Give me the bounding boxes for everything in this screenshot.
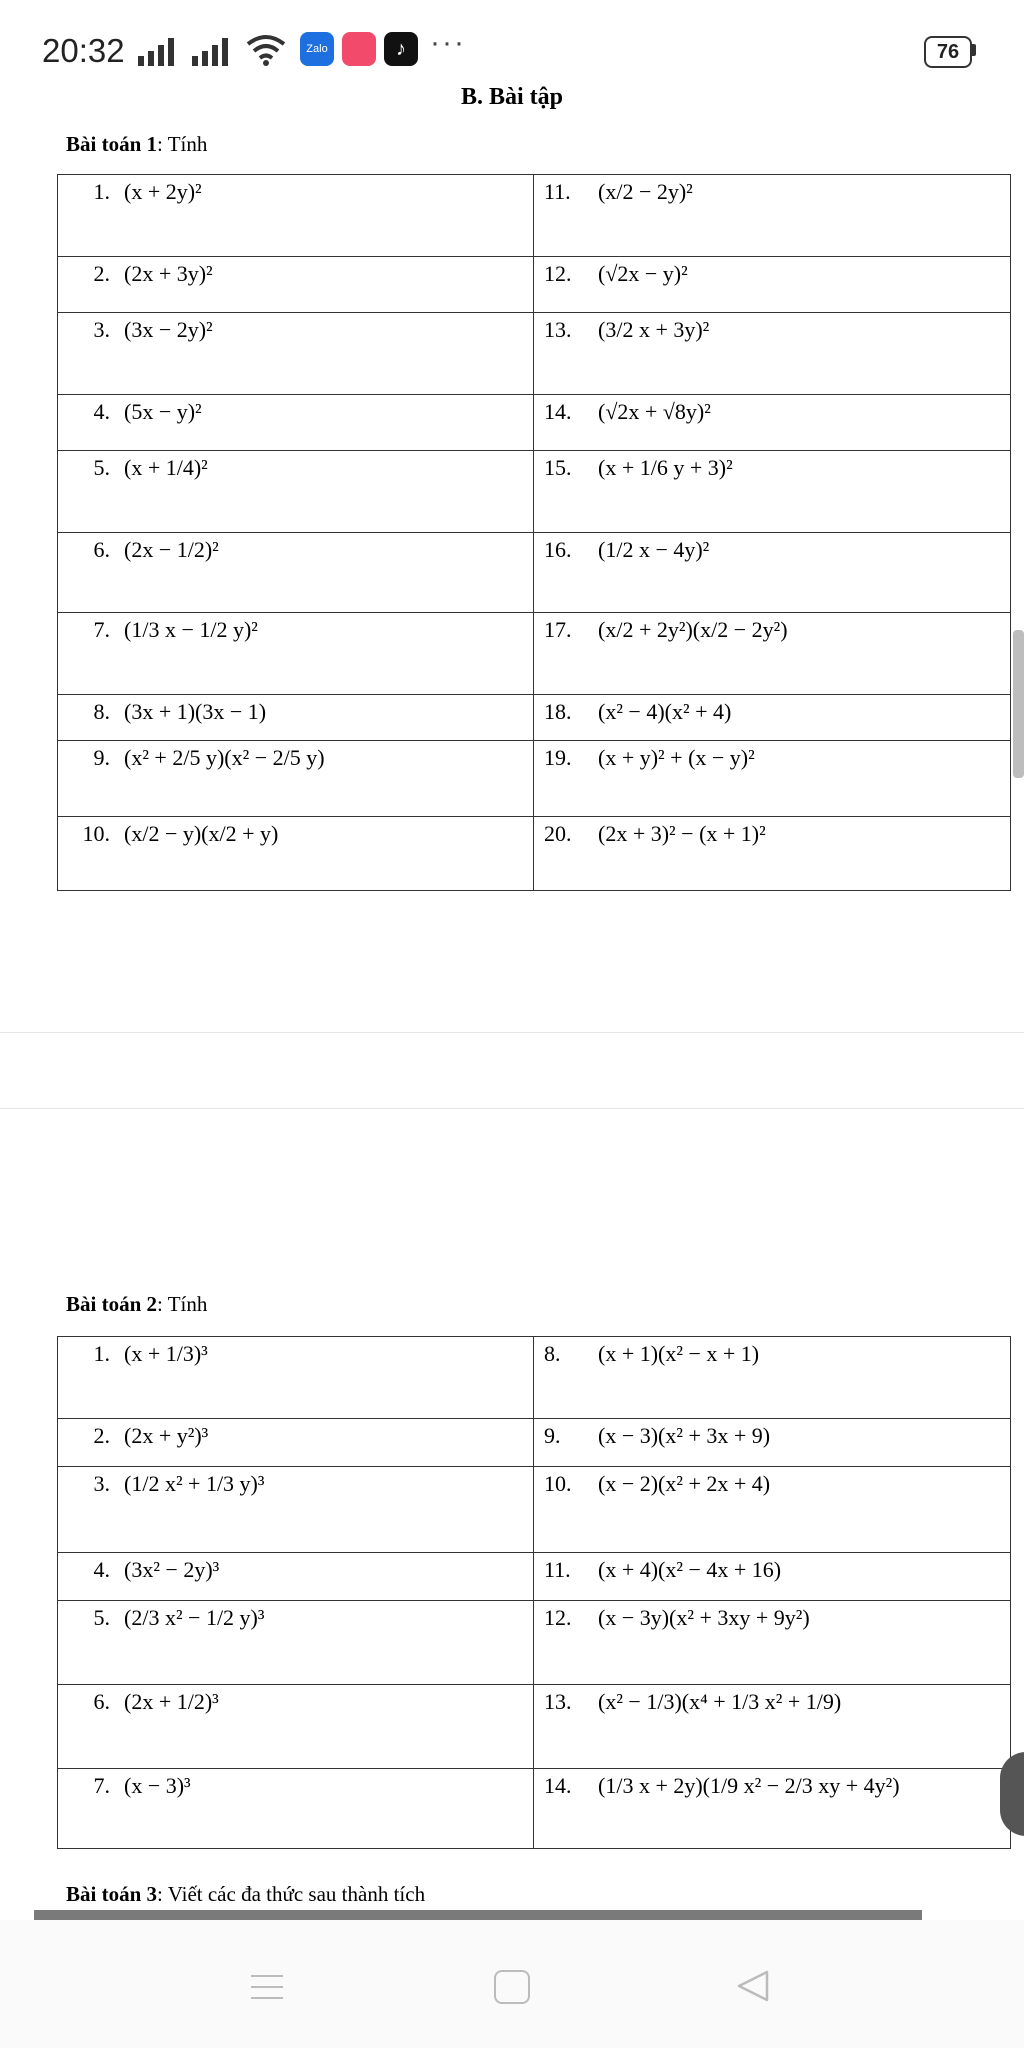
exercise-expression: (x − 2)(x² + 2x + 4) (598, 1471, 771, 1496)
table-row (58, 1685, 1011, 1769)
exercise-cell (534, 313, 1011, 395)
exercise-number: 19. (544, 745, 572, 770)
exercise-expression: (√2x + √8y)² (598, 399, 711, 424)
exercise-number: 16. (544, 537, 572, 562)
tiktok-icon: ♪ (384, 32, 418, 66)
exercise-expression: (2x − 1/2)² (124, 537, 219, 562)
exercise-number: 7. (93, 1773, 110, 1798)
exercise-expression: (x − 3y)(x² + 3xy + 9y²) (598, 1605, 810, 1630)
table-row (58, 1769, 1011, 1849)
battery-icon: 76 (924, 36, 972, 68)
page-divider-2 (0, 1108, 1024, 1109)
table-row (58, 451, 1011, 533)
exercise-cell (534, 175, 1011, 257)
exercise-cell (534, 395, 1011, 451)
exercise-expression: (x + 1/4)² (124, 455, 208, 480)
exercise-number: 9. (93, 745, 110, 770)
exercise-cell (534, 695, 1011, 741)
exercise-number: 8. (93, 699, 110, 724)
exercise-number: 7. (93, 617, 110, 642)
exercise-cell (534, 1601, 1011, 1685)
table-row (58, 395, 1011, 451)
exercise-number: 13. (544, 317, 572, 342)
exercise-number: 4. (93, 1557, 110, 1582)
problem3-label: Bài toán 3 (66, 1882, 158, 1906)
exercise-number: 12. (544, 1605, 572, 1630)
exercise-expression: (2x + 3y)² (124, 261, 213, 286)
problem2-task: : Tính (157, 1292, 208, 1316)
app-pink-icon (342, 32, 376, 66)
status-time: 20:32 (42, 32, 125, 69)
exercise-expression: (x/2 − y)(x/2 + y) (124, 821, 279, 846)
exercise-number: 12. (544, 261, 572, 286)
exercise-expression: (2x + 3)² − (x + 1)² (598, 821, 766, 846)
exercise-cell (58, 1769, 534, 1849)
exercise-expression: (x² − 1/3)(x⁴ + 1/3 x² + 1/9) (598, 1689, 842, 1714)
wifi-icon (246, 34, 286, 66)
exercise-cell (58, 1419, 534, 1467)
edge-handle[interactable] (1000, 1752, 1024, 1836)
problem2-table (57, 1336, 1011, 1849)
home-button[interactable] (494, 1970, 530, 2004)
exercise-cell (534, 257, 1011, 313)
exercise-cell (534, 1685, 1011, 1769)
exercise-cell (58, 741, 534, 817)
exercise-number: 6. (93, 537, 110, 562)
exercise-number: 17. (544, 617, 572, 642)
exercise-cell (58, 451, 534, 533)
signal-icon-2 (192, 38, 244, 66)
exercise-number: 14. (544, 1773, 572, 1798)
recent-apps-button[interactable] (251, 1975, 283, 1999)
exercise-expression: (1/2 x² + 1/3 y)³ (124, 1471, 265, 1496)
exercise-number: 4. (93, 399, 110, 424)
exercise-number: 20. (544, 821, 572, 846)
exercise-cell (58, 533, 534, 613)
table-row (58, 1419, 1011, 1467)
exercise-number: 9. (544, 1423, 561, 1448)
problem1-task: : Tính (157, 132, 208, 156)
exercise-expression: (5x − y)² (124, 399, 202, 424)
exercise-number: 2. (93, 1423, 110, 1448)
more-notifications-icon: ··· (430, 26, 466, 59)
exercise-expression: (2x + y²)³ (124, 1423, 209, 1448)
exercise-expression: (3x² − 2y)³ (124, 1557, 220, 1582)
exercise-number: 10. (544, 1471, 572, 1496)
exercise-expression: (x + 1/3)³ (124, 1341, 208, 1366)
exercise-cell (534, 451, 1011, 533)
exercise-cell (534, 1769, 1011, 1849)
scrollbar[interactable] (1013, 630, 1024, 778)
page-progress-bar (34, 1910, 922, 1920)
exercise-expression: (2/3 x² − 1/2 y)³ (124, 1605, 265, 1630)
exercise-expression: (x/2 − 2y)² (598, 179, 693, 204)
exercise-number: 14. (544, 399, 572, 424)
exercise-number: 5. (93, 455, 110, 480)
exercise-expression: (1/3 x − 1/2 y)² (124, 617, 258, 642)
table-row (58, 613, 1011, 695)
page-divider (0, 1032, 1024, 1033)
exercise-expression: (x − 3)(x² + 3x + 9) (598, 1423, 771, 1448)
table-row (58, 533, 1011, 613)
table-row (58, 817, 1011, 891)
exercise-cell (58, 1337, 534, 1419)
exercise-cell (58, 1685, 534, 1769)
exercise-expression: (x/2 + 2y²)(x/2 − 2y²) (598, 617, 788, 642)
exercise-cell (534, 613, 1011, 695)
exercise-cell (58, 1467, 534, 1553)
exercise-expression: (x + y)² + (x − y)² (598, 745, 755, 770)
exercise-expression: (x² + 2/5 y)(x² − 2/5 y) (124, 745, 325, 770)
exercise-expression: (3x − 2y)² (124, 317, 213, 342)
exercise-expression: (x + 2y)² (124, 179, 202, 204)
exercise-expression: (√2x − y)² (598, 261, 688, 286)
exercise-number: 1. (93, 1341, 110, 1366)
exercise-number: 11. (544, 179, 571, 204)
signal-icon (138, 38, 190, 66)
problem1-title (66, 132, 207, 157)
exercise-number: 3. (93, 1471, 110, 1496)
exercise-cell (534, 817, 1011, 891)
table-row (58, 1337, 1011, 1419)
exercise-cell (534, 533, 1011, 613)
exercise-cell (534, 741, 1011, 817)
exercise-cell (58, 1601, 534, 1685)
exercise-cell (534, 1467, 1011, 1553)
table-row (58, 175, 1011, 257)
exercise-cell (58, 175, 534, 257)
exercise-cell (534, 1419, 1011, 1467)
exercise-number: 1. (93, 179, 110, 204)
exercise-cell (58, 395, 534, 451)
table-row (58, 1553, 1011, 1601)
exercise-cell (58, 1553, 534, 1601)
section-title: B. Bài tập (460, 84, 564, 110)
exercise-number: 18. (544, 699, 572, 724)
exercise-number: 3. (93, 317, 110, 342)
exercise-number: 8. (544, 1341, 561, 1366)
exercise-number: 13. (544, 1689, 572, 1714)
table-row (58, 1601, 1011, 1685)
exercise-cell (58, 613, 534, 695)
exercise-expression: (3/2 x + 3y)² (598, 317, 710, 342)
problem2-label: Bài toán 2 (66, 1292, 158, 1316)
exercise-expression: (x − 3)³ (124, 1773, 191, 1798)
table-row (58, 741, 1011, 817)
exercise-expression: (2x + 1/2)³ (124, 1689, 219, 1714)
exercise-cell (58, 817, 534, 891)
battery-tip (972, 44, 976, 56)
problem2-title (66, 1292, 207, 1317)
exercise-expression: (3x + 1)(3x − 1) (124, 699, 267, 724)
exercise-number: 15. (544, 455, 572, 480)
table-row (58, 1467, 1011, 1553)
exercise-number: 11. (544, 1557, 571, 1582)
exercise-expression: (1/3 x + 2y)(1/9 x² − 2/3 xy + 4y²) (598, 1773, 900, 1798)
exercise-cell (58, 257, 534, 313)
problem3-task: : Viết các đa thức sau thành tích (157, 1882, 426, 1906)
zalo-icon: Zalo (300, 32, 334, 66)
problem3-title (66, 1882, 425, 1907)
exercise-cell (58, 313, 534, 395)
exercise-cell (534, 1337, 1011, 1419)
problem1-table (57, 174, 1011, 891)
problem1-label: Bài toán 1 (66, 132, 158, 156)
exercise-expression: (x + 4)(x² − 4x + 16) (598, 1557, 782, 1582)
exercise-number: 10. (82, 821, 110, 846)
exercise-cell (58, 695, 534, 741)
table-row (58, 313, 1011, 395)
exercise-number: 5. (93, 1605, 110, 1630)
exercise-expression: (x + 1)(x² − x + 1) (598, 1341, 760, 1366)
exercise-number: 6. (93, 1689, 110, 1714)
exercise-number: 2. (93, 261, 110, 286)
table-row (58, 695, 1011, 741)
back-button[interactable] (735, 1968, 771, 2004)
table-row (58, 257, 1011, 313)
exercise-expression: (1/2 x − 4y)² (598, 537, 710, 562)
exercise-cell (534, 1553, 1011, 1601)
exercise-expression: (x² − 4)(x² + 4) (598, 699, 732, 724)
exercise-expression: (x + 1/6 y + 3)² (598, 455, 733, 480)
